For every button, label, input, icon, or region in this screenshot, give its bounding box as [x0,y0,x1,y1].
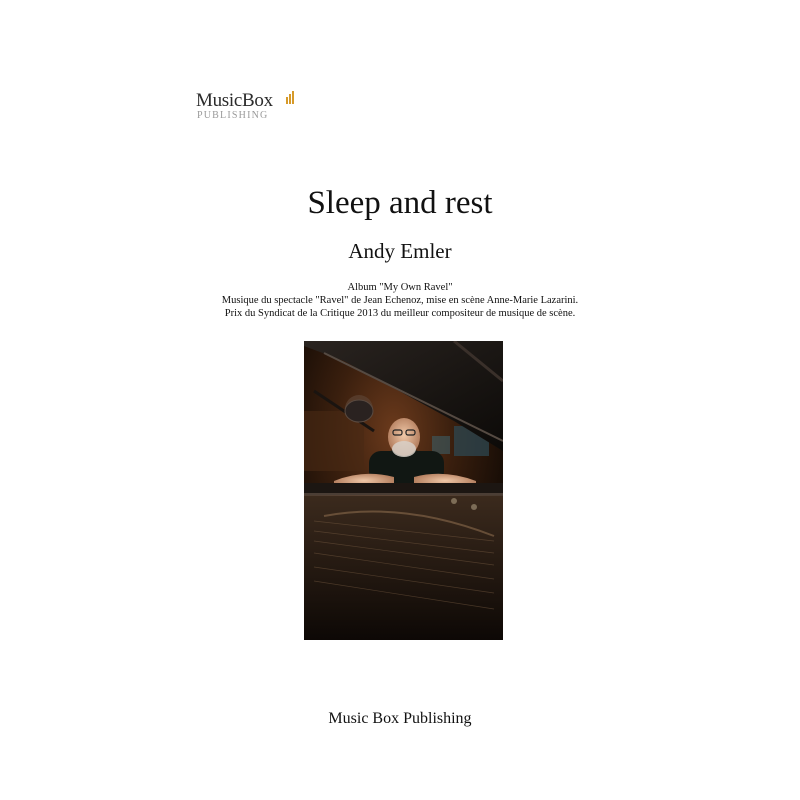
logo-brand: MusicBox [196,90,273,111]
composer-name: Andy Emler [348,239,452,263]
publisher-name: Music Box Publishing [328,710,472,727]
description-line: Prix du Syndicat de la Critique 2013 du meilleur compositeur de musique de scène. [224,308,576,319]
description-line: Album "My Own Ravel" [347,282,453,293]
publisher-logo [196,90,306,124]
logo-subtitle: PUBLISHING [197,110,269,121]
composer-photo [304,341,503,640]
logo-bars-icon [286,91,294,104]
score-description [0,281,800,320]
score-title: Sleep and rest [307,185,493,221]
description-line: Musique du spectacle "Ravel" de Jean Echenoz, mise en scène Anne-Marie Lazarini. [221,295,579,306]
